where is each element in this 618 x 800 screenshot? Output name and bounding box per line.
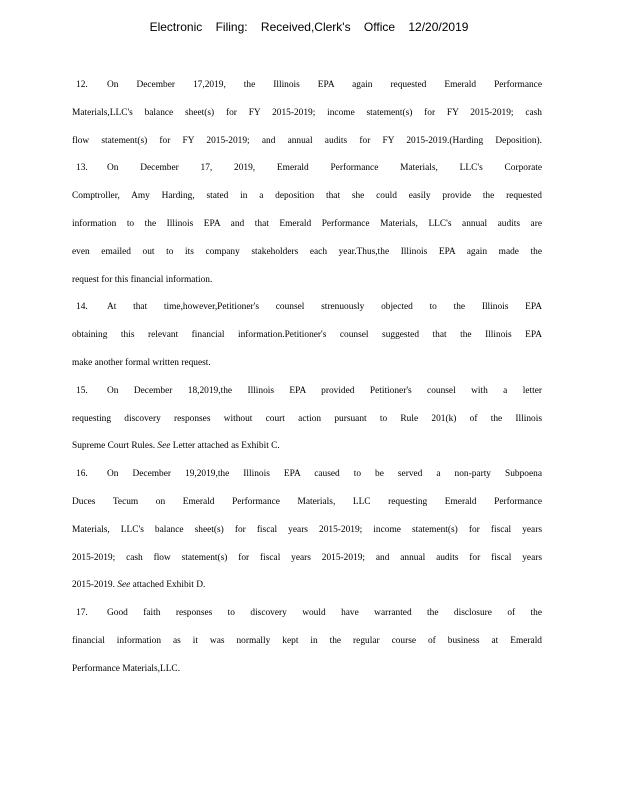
paragraph-line: obtaining this relevant financial information.Petitioner's counsel suggested that the Illinois EPA xyxy=(72,330,542,341)
paragraph-text: On December 17,2019, the Illinois EPA again requested Emerald Performance xyxy=(107,80,542,90)
paragraph-text: On December 19,2019,the Illinois EPA caused to be served a non-party Subpoena xyxy=(107,469,542,480)
paragraph-line: requesting discovery responses without court action pursuant to Rule 201(k) of the Illinois xyxy=(72,413,542,424)
paragraph-number: 16. xyxy=(76,469,88,480)
paragraph-text: On December 17, 2019, Emerald Performance Materials, LLC's Corporate xyxy=(107,163,542,174)
paragraph-first-line xyxy=(72,461,542,489)
paragraph-number: 17. xyxy=(76,608,88,619)
paragraph-15 xyxy=(72,378,542,461)
paragraph-line: Duces Tecum on Emerald Performance Materials, LLC requesting Emerald Performance xyxy=(72,496,542,507)
paragraph-14 xyxy=(72,294,542,377)
paragraph-16 xyxy=(72,461,542,600)
paragraph-first-line xyxy=(72,155,542,183)
paragraph-12 xyxy=(72,72,542,155)
paragraph-line-with-see xyxy=(72,572,542,600)
paragraph-first-line xyxy=(72,600,542,628)
paragraph-line: information to the Illinois EPA and that Emerald Performance Materials, LLC's annual audits are xyxy=(72,218,542,229)
paragraph-line: Performance Materials,LLC. xyxy=(72,663,181,674)
paragraph-line: Comptroller, Amy Harding, stated in a deposition that she could easily provide the requested xyxy=(72,191,542,202)
paragraph-line: Materials,LLC's balance sheet(s) for FY 2015-2019; income statement(s) for FY 2015-2019; cash xyxy=(72,107,542,118)
paragraph-13 xyxy=(72,155,542,294)
exhibit-reference: Letter attached as Exhibit C. xyxy=(172,441,280,452)
paragraph-first-line xyxy=(72,378,542,406)
paragraph-first-line xyxy=(72,72,542,100)
document-body xyxy=(72,72,542,684)
paragraph-text: At that time,however,Petitioner's counsel strenuously objected to the Illinois EPA xyxy=(107,302,542,313)
paragraph-first-line xyxy=(72,294,542,322)
paragraph-number: 13. xyxy=(76,163,88,174)
paragraph-number: 12. xyxy=(76,80,88,90)
see-signal: See xyxy=(157,441,171,452)
paragraph-line: make another formal written request. xyxy=(72,357,211,368)
paragraph-text: Good faith responses to discovery would have warranted the disclosure of the xyxy=(107,608,542,619)
paragraph-number: 14. xyxy=(76,302,88,313)
paragraph-text: On December 18,2019,the Illinois EPA provided Petitioner's counsel with a letter xyxy=(107,385,542,396)
citation-lead: 2015-2019. xyxy=(72,580,115,591)
paragraph-number: 15. xyxy=(76,385,88,396)
citation-lead: Supreme Court Rules. xyxy=(72,441,156,452)
paragraph-line: flow statement(s) for FY 2015-2019; and annual audits for FY 2015-2019.(Harding Deposition). xyxy=(72,135,542,146)
exhibit-reference: attached Exhibit D. xyxy=(132,580,206,591)
paragraph-line: Materials, LLC's balance sheet(s) for fiscal years 2015-2019; income statement(s) for fiscal years xyxy=(72,524,542,535)
paragraph-17 xyxy=(72,600,542,683)
paragraph-line-with-see xyxy=(72,433,542,461)
paragraph-line: financial information as it was normally kept in the regular course of business at Emerald xyxy=(72,635,542,646)
paragraph-line: 2015-2019; cash flow statement(s) for fiscal years 2015-2019; and annual audits for fiscal years xyxy=(72,552,542,563)
paragraph-line: request for this financial information. xyxy=(72,274,213,285)
electronic-filing-header: Electronic Filing: Received,Clerk's Office 12/20/2019 xyxy=(149,20,469,34)
paragraph-line: even emailed out to its company stakeholders each year.Thus,the Illinois EPA again made the xyxy=(72,246,542,257)
see-signal: See xyxy=(117,580,131,591)
